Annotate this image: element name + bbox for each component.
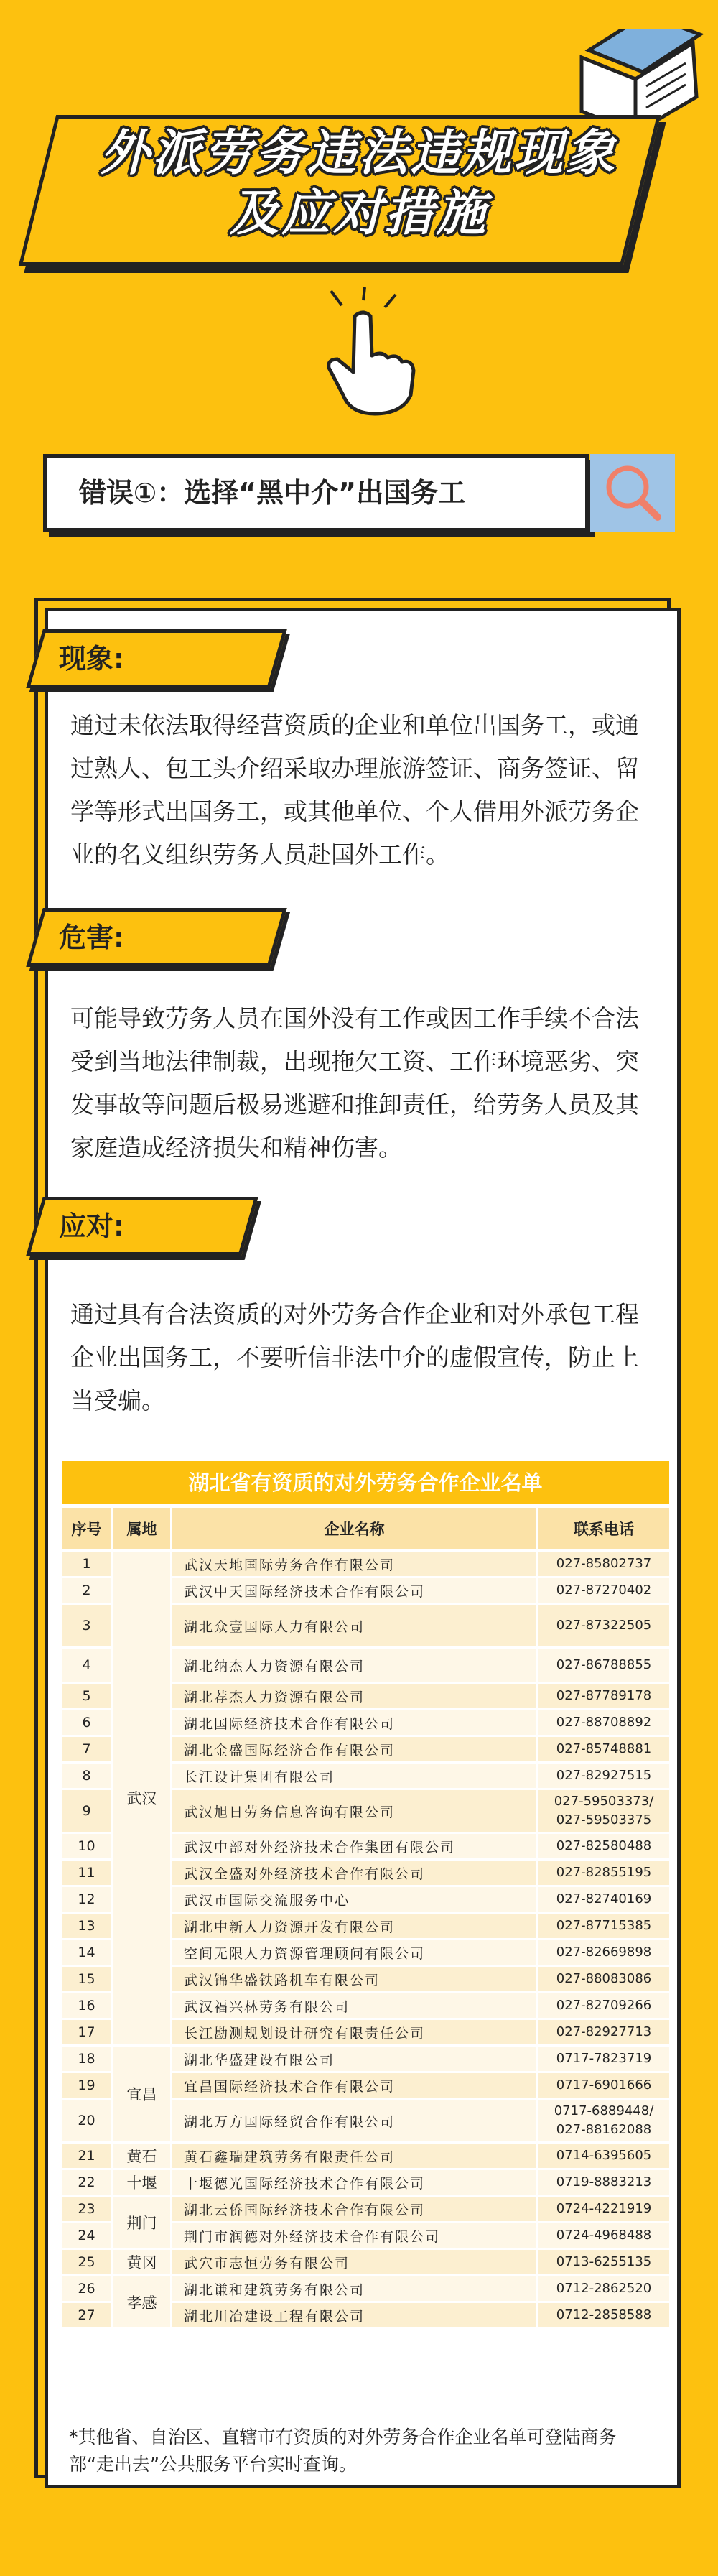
row-index: 9 (62, 1790, 113, 1832)
company-name: 武汉中部对外经济技术合作集团有限公司 (172, 1834, 538, 1858)
company-name: 湖北金盛国际经济合作有限公司 (172, 1737, 538, 1761)
row-index: 2 (62, 1578, 113, 1603)
phone-number: 027-87789178 (538, 1684, 669, 1708)
section-text: 通过未依法取得经营资质的企业和单位出国务工，或通过熟人、包工头介绍采取办理旅游签证、商务签证、留学等形式出国务工，或其他单位、个人借用外派劳务企业的名义组织劳务人员赴国外工作。 (70, 711, 639, 868)
phone-number: 027-88083086 (538, 1967, 669, 1991)
row-index: 20 (62, 2100, 113, 2141)
company-name: 武穴市志恒劳务有限公司 (172, 2250, 538, 2274)
table-row (62, 2144, 669, 2168)
phone-number: 027-85802737 (538, 1552, 669, 1576)
company-name: 荆门市润德对外经济技术合作有限公司 (172, 2223, 538, 2248)
row-index: 22 (62, 2170, 113, 2195)
company-name: 武汉锦华盛铁路机车有限公司 (172, 1967, 538, 1991)
phone-number: 0712-2858588 (538, 2303, 669, 2327)
pointing-hand-icon (313, 287, 421, 417)
company-name: 黄石鑫瑞建筑劳务有限责任公司 (172, 2144, 538, 2168)
row-index: 8 (62, 1764, 113, 1788)
company-name: 湖北荐杰人力资源有限公司 (172, 1684, 538, 1708)
company-name: 湖北云侨国际经济技术合作有限公司 (172, 2197, 538, 2221)
phone-number: 027-88708892 (538, 1710, 669, 1735)
company-name: 长江勘测规划设计研究有限责任公司 (172, 2020, 538, 2044)
phone-number: 0717-6901666 (538, 2073, 669, 2098)
row-index: 23 (62, 2197, 113, 2221)
row-area: 孝感 (113, 2276, 172, 2327)
company-name: 湖北纳杰人力资源有限公司 (172, 1649, 538, 1682)
phone-number: 027-87322505 (538, 1605, 669, 1646)
phone-number: 0717-7823719 (538, 2047, 669, 2071)
section-text: 通过具有合法资质的对外劳务合作企业和对外承包工程企业出国务工，不要听信非法中介的虚假宣传，防止上当受骗。 (70, 1300, 639, 1414)
phone-number: 0724-4221919 (538, 2197, 669, 2221)
row-index: 16 (62, 1993, 113, 2018)
row-index: 17 (62, 2020, 113, 2044)
company-name: 武汉天地国际劳务合作有限公司 (172, 1552, 538, 1576)
phone-number: 027-59503373/ 027-59503375 (538, 1790, 669, 1832)
page-title-line2: 及应对措施 (229, 185, 488, 242)
table-row (62, 1552, 669, 1576)
phone-number: 0719-8883213 (538, 2170, 669, 2195)
row-index: 18 (62, 2047, 113, 2071)
phone-number: 027-87715385 (538, 1914, 669, 1938)
company-name: 湖北谦和建筑劳务有限公司 (172, 2276, 538, 2301)
row-area: 黄冈 (113, 2250, 172, 2274)
row-index: 1 (62, 1552, 113, 1576)
phone-number: 027-82927515 (538, 1764, 669, 1788)
phone-number: 027-82740169 (538, 1887, 669, 1912)
row-index: 21 (62, 2144, 113, 2168)
phone-number: 0717-6889448/ 027-88162088 (538, 2100, 669, 2141)
row-area: 宜昌 (113, 2047, 172, 2141)
company-name: 武汉旭日劳务信息咨询有限公司 (172, 1790, 538, 1832)
phone-number: 027-82709266 (538, 1993, 669, 2018)
row-index: 26 (62, 2276, 113, 2301)
row-index: 3 (62, 1605, 113, 1646)
row-index: 15 (62, 1967, 113, 1991)
table-row (62, 2197, 669, 2221)
col-header: 联系电话 (538, 1508, 669, 1549)
company-name: 湖北中新人力资源开发有限公司 (172, 1914, 538, 1938)
phone-number: 0713-6255135 (538, 2250, 669, 2274)
row-area: 武汉 (113, 1552, 172, 2044)
company-name: 湖北众壹国际人力有限公司 (172, 1605, 538, 1646)
row-index: 7 (62, 1737, 113, 1761)
row-index: 12 (62, 1887, 113, 1912)
phone-number: 027-86788855 (538, 1649, 669, 1682)
page-title-line1: 外派劳务违法违规现象 (100, 125, 617, 182)
search-icon (590, 454, 675, 532)
row-index: 4 (62, 1649, 113, 1682)
phone-number: 0724-4968488 (538, 2223, 669, 2248)
row-index: 25 (62, 2250, 113, 2274)
row-index: 27 (62, 2303, 113, 2327)
section-text: 可能导致劳务人员在国外没有工作或因工作手续不合法受到当地法律制裁，出现拖欠工资、工作环境恶劣、突发事故等问题后极易逃避和推卸责任，给劳务人员及其家庭造成经济损失和精神伤害。 (70, 1004, 639, 1162)
phone-number: 027-82669898 (538, 1940, 669, 1965)
row-index: 10 (62, 1834, 113, 1858)
table-row (62, 2276, 669, 2301)
section-tag-label: 危害: (59, 922, 125, 953)
company-name: 武汉福兴林劳务有限公司 (172, 1993, 538, 2018)
table-title: 湖北省有资质的对外劳务合作企业名单 (62, 1461, 669, 1504)
phone-number: 027-82927713 (538, 2020, 669, 2044)
company-name: 十堰德光国际经济技术合作有限公司 (172, 2170, 538, 2195)
company-name: 长江设计集团有限公司 (172, 1764, 538, 1788)
phone-number: 027-87270402 (538, 1578, 669, 1603)
search-box (590, 454, 675, 532)
company-name: 武汉市国际交流服务中心 (172, 1887, 538, 1912)
company-table (62, 1506, 669, 2330)
row-index: 19 (62, 2073, 113, 2098)
company-name: 湖北华盛建设有限公司 (172, 2047, 538, 2071)
phone-number: 0712-2862520 (538, 2276, 669, 2301)
row-index: 11 (62, 1861, 113, 1885)
table-row (62, 2250, 669, 2274)
table-row (62, 2047, 669, 2071)
company-name: 宜昌国际经济技术合作有限公司 (172, 2073, 538, 2098)
col-header: 企业名称 (172, 1508, 538, 1549)
row-index: 13 (62, 1914, 113, 1938)
row-area: 黄石 (113, 2144, 172, 2168)
company-name: 武汉中天国际经济技术合作有限公司 (172, 1578, 538, 1603)
row-index: 14 (62, 1940, 113, 1965)
phone-number: 0714-6395605 (538, 2144, 669, 2168)
phone-number: 027-85748881 (538, 1737, 669, 1761)
lead-title: 错误①：选择“黑中介”出国务工 (79, 477, 466, 509)
section-tag-label: 应对: (59, 1210, 125, 1242)
section-tag-label: 现象: (59, 643, 125, 675)
company-name: 湖北国际经济技术合作有限公司 (172, 1710, 538, 1735)
company-name: 湖北万方国际经贸合作有限公司 (172, 2100, 538, 2141)
row-index: 24 (62, 2223, 113, 2248)
row-area: 荆门 (113, 2197, 172, 2248)
row-index: 5 (62, 1684, 113, 1708)
footnote: *其他省、自治区、直辖市有资质的对外劳务合作企业名单可登陆商务部“走出去”公共服务平台实时查询。 (69, 2427, 617, 2475)
row-index: 6 (62, 1710, 113, 1735)
phone-number: 027-82855195 (538, 1861, 669, 1885)
col-header: 属地 (113, 1508, 172, 1549)
table-row (62, 2170, 669, 2195)
company-name: 空间无限人力资源管理顾问有限公司 (172, 1940, 538, 1965)
phone-number: 027-82580488 (538, 1834, 669, 1858)
company-name: 湖北川冶建设工程有限公司 (172, 2303, 538, 2327)
company-name: 武汉全盛对外经济技术合作有限公司 (172, 1861, 538, 1885)
col-header: 序号 (62, 1508, 113, 1549)
row-area: 十堰 (113, 2170, 172, 2195)
